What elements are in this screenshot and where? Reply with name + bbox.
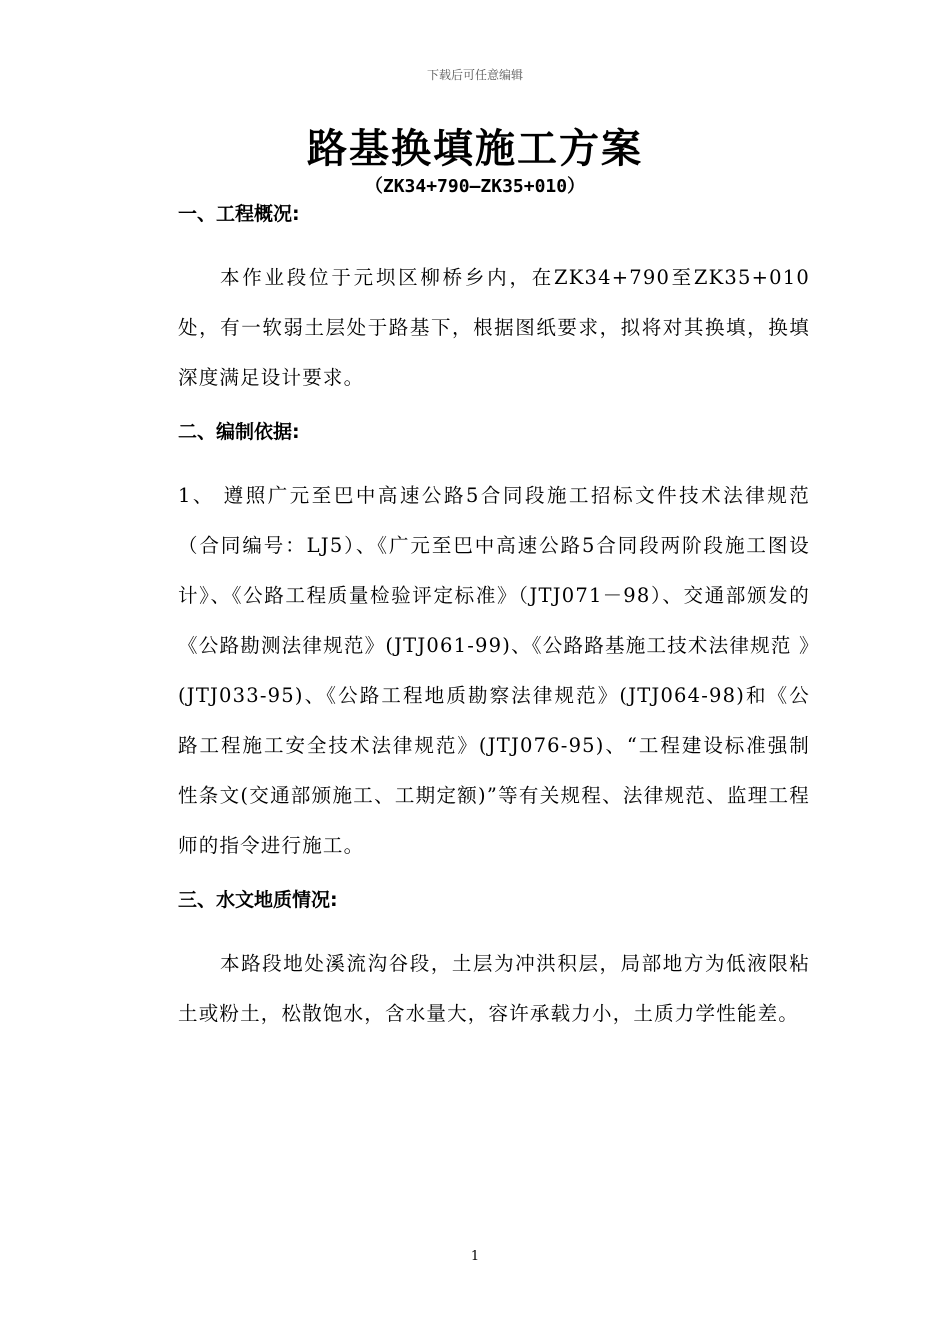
document-body <box>178 197 810 1039</box>
page-number: 1 <box>470 1249 480 1264</box>
section-body-overview: 本作业段位于元坝区柳桥乡内，在ZK34+790至ZK35+010处，有一软弱土层处于路基下，根据图纸要求，拟将对其换填，换填深度满足设计要求。 <box>178 266 810 389</box>
section-heading-overview: 一、工程概况: <box>178 203 300 225</box>
section-body-hydrogeology: 本路段地处溪流沟谷段，土层为冲洪积层，局部地方为低液限粘土或粉土，松散饱水，含水量大，容许承载力小，土质力学性能差。 <box>178 952 810 1025</box>
document-title: 路基换填施工方案 <box>307 126 643 172</box>
section-body-basis: 1、 遵照广元至巴中高速公路5合同段施工招标文件技术法律规范（合同编号：LJ5）、《广元至巴中高速公路5合同段两阶段施工图设计》、《公路工程质量检验评定标准》（JTJ071－98）、交通部颁发的《公路勘测法律规范》(JTJ061-99)、《公路路基施工技术法律规范 》(JTJ033-95)、《公路工程地质勘察法律规范》(JTJ064-98)和《公路工程施工安全技术法律规范》(JTJ076-95)、“工程建设标准强制性条文(交通部颁施工、工期定额)”等有关规程、法律规范、监理工程师的指令进行施工。 <box>178 484 810 857</box>
header-note: 下载后可任意编辑 <box>426 68 523 82</box>
document-subtitle: （ZK34+790—ZK35+010） <box>364 176 586 197</box>
section-heading-basis: 二、编制依据: <box>178 421 300 443</box>
section-heading-hydrogeology: 三、水文地质情况: <box>178 889 338 911</box>
